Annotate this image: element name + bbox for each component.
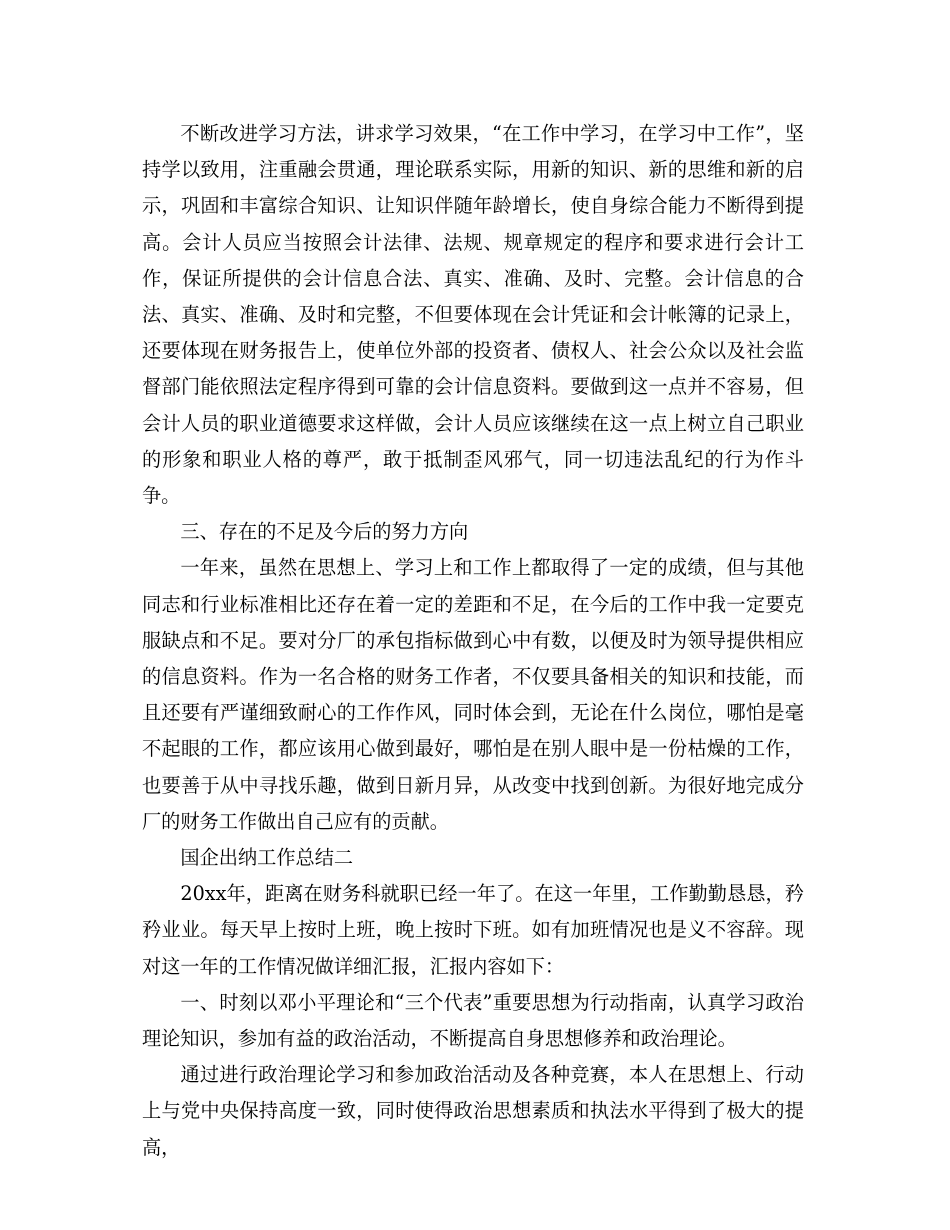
section-heading: 一、时刻以邓小平理论和“三个代表”重要思想为行动指南，认真学习政治理论知识，参加有益的政治活动，不断提高自身思想修养和政治理论。	[142, 990, 804, 1051]
paragraph: 不断改进学习方法，讲求学习效果，“在工作中学习，在学习中工作”，坚持学以致用，注重融会贯通，理论联系实际，用新的知识、新的思维和新的启示，巩固和丰富综合知识、让知识伴随年龄增长，使自身综合能力不断得到提高。会计人员应当按照会计法律、法规、规章规定的程序和要求进行会计工作，保证所提供的会计信息合法、真实、准确、及时、完整。会计信息的合法、真实、准确、及时和完整，不但要体现在会计凭证和会计帐簿的记录上，还要体现在财务报告上，使单位外部的投资者、债权人、社会公众以及社会监督部门能依照法定程序得到可靠的会计信息资料。要做到这一点并不容易，但会计人员的职业道德要求这样做，会计人员应该继续在这一点上树立自己职业的形象和职业人格的尊严，敢于抵制歪风邪气，同一切违法乱纪的行为作斗争。	[142, 122, 804, 508]
section-heading: 三、存在的不足及今后的努力方向	[180, 520, 469, 544]
paragraph: 通过进行政治理论学习和参加政治活动及各种竞赛，本人在思想上、行动上与党中央保持高度一致，同时使得政治思想素质和执法水平得到了极大的提高，	[142, 1063, 804, 1159]
document-body	[142, 116, 804, 1166]
paragraph: 20xx年，距离在财务科就职已经一年了。在这一年里，工作勤勤恳恳，矜矜业业。每天早上按时上班，晚上按时下班。如有加班情况也是义不容辞。现对这一年的工作情况做详细汇报，汇报内容如下：	[142, 882, 804, 978]
paragraph: 一年来，虽然在思想上、学习上和工作上都取得了一定的成绩，但与其他同志和行业标准相比还存在着一定的差距和不足，在今后的工作中我一定要克服缺点和不足。要对分厂的承包指标做到心中有数，以便及时为领导提供相应的信息资料。作为一名合格的财务工作者，不仅要具备相关的知识和技能，而且还要有严谨细致耐心的工作作风，同时体会到，无论在什么岗位，哪怕是毫不起眼的工作，都应该用心做到最好，哪怕是在别人眼中是一份枯燥的工作，也要善于从中寻找乐趣，做到日新月异，从改变中找到创新。为很好地完成分厂的财务工作做出自己应有的贡献。	[142, 556, 804, 833]
document-subtitle: 国企出纳工作总结二	[180, 846, 354, 870]
